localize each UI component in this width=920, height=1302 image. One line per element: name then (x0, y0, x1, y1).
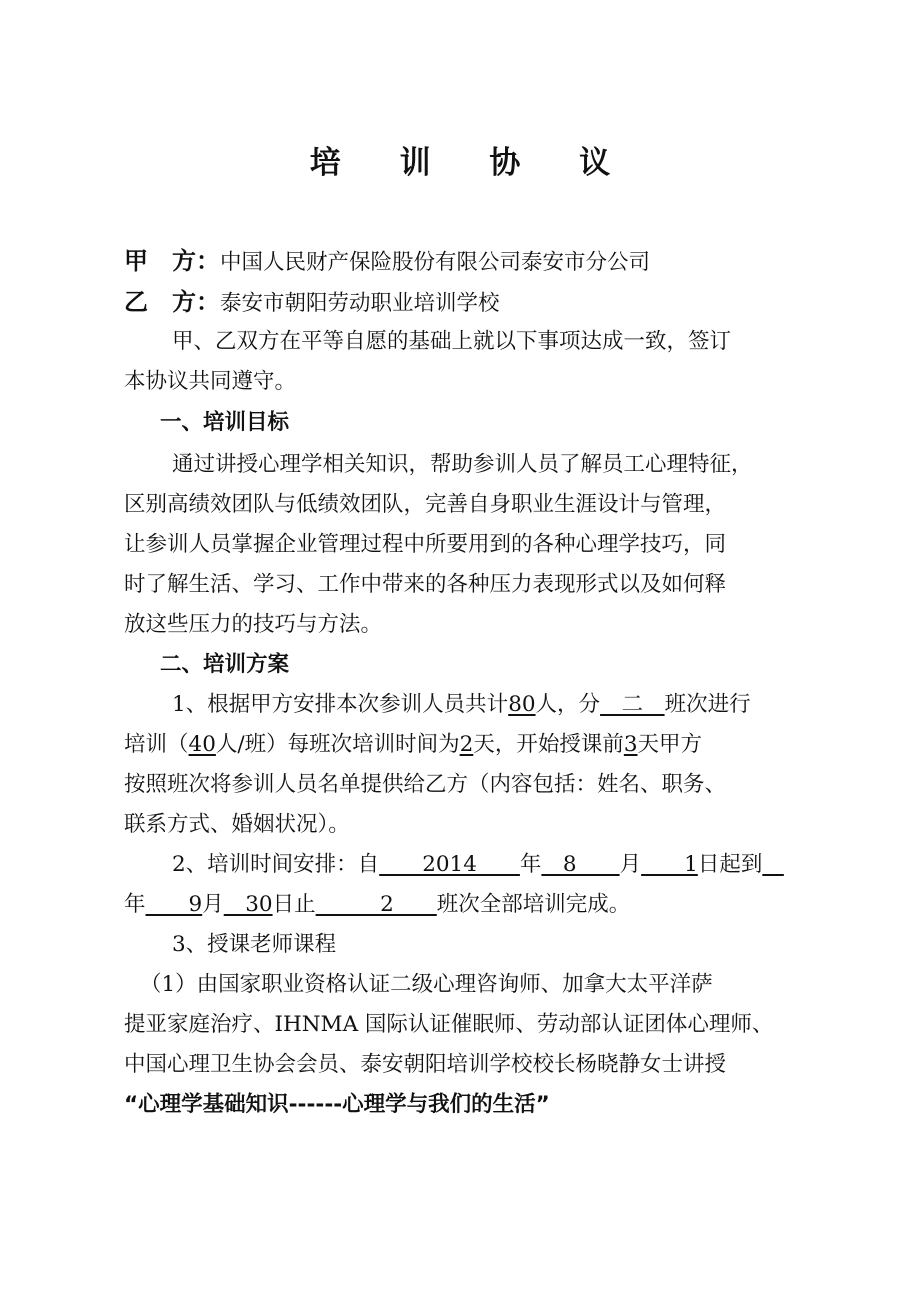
item2-text: 年 (124, 892, 146, 917)
section1-line-3: 让参训人员掌握企业管理过程中所要用到的各种心理学技巧，同 (124, 532, 727, 557)
item1-text: 人/班）每班次培训时间为 (215, 732, 460, 757)
per-class-count: 40 (188, 732, 216, 757)
party-b-label: 乙 方： (124, 288, 220, 316)
section1-line-2: 区别高绩效团队与低绩效团队，完善自身职业生涯设计与管理， (124, 492, 727, 517)
item1-text: 天，开始授课前 (473, 732, 624, 757)
end-day: 30 (223, 892, 273, 917)
item1-text: 班次进行 (664, 692, 751, 717)
item2-text: 班次全部培训完成。 (436, 892, 631, 917)
end-month: 9 (145, 892, 203, 917)
item3-heading: 3、授课老师课程 (172, 932, 337, 957)
total-classes: 2 (315, 892, 437, 917)
item2-text: 2、培训时间安排：自 (172, 852, 380, 877)
start-year: 2014 (379, 852, 520, 877)
start-month: 8 (541, 852, 620, 877)
item2-line-2 (124, 890, 824, 920)
item2-text: 日起到 (697, 852, 763, 877)
intro-line-1: 甲、乙双方在平等自愿的基础上就以下事项达成一致，签订 (172, 329, 732, 354)
document-title: 培 训 协 议 (309, 145, 635, 181)
item2-line-1 (172, 850, 872, 880)
item2-text: 日止 (272, 892, 316, 917)
item1-line-2 (124, 730, 824, 760)
item3-line-1: （1）由国家职业资格认证二级心理咨询师、加拿大太平洋萨 (140, 972, 713, 997)
item3-line-2: 提亚家庭治疗、IHNMA 国际认证催眠师、劳动部认证团体心理师、 (124, 1012, 774, 1037)
item1-line-1 (172, 690, 872, 720)
start-day: 1 (641, 852, 698, 877)
section1-line-4: 时了解生活、学习、工作中带来的各种压力表现形式以及如何释 (124, 572, 727, 597)
advance-days: 3 (623, 732, 638, 757)
end-year-blank (762, 852, 784, 877)
party-a-label: 甲 方： (124, 247, 220, 275)
party-b-value: 泰安市朝阳劳动职业培训学校 (220, 291, 500, 316)
days-per-class: 2 (459, 732, 474, 757)
party-a-line (124, 246, 824, 278)
item1-text: 1、根据甲方安排本次参训人员共计 (172, 692, 509, 717)
item1-line-4: 联系方式、婚姻状况）。 (124, 812, 350, 837)
item2-text: 月 (619, 852, 642, 877)
item2-text: 月 (202, 892, 224, 917)
item1-text: 培训（ (124, 732, 189, 757)
item3-line-3: 中国心理卫生协会会员、泰安朝阳培训学校校长杨晓静女士讲授 (124, 1052, 727, 1077)
class-count: 二 (600, 692, 665, 717)
course-title: “心理学基础知识------心理学与我们的生活” (124, 1092, 550, 1117)
party-a-value: 中国人民财产保险股份有限公司泰安市分公司 (220, 250, 651, 275)
section1-line-5: 放这些压力的技巧与方法。 (124, 612, 383, 637)
item2-text: 年 (519, 852, 542, 877)
intro-line-2: 本协议共同遵守。 (124, 369, 297, 394)
section1-line-1: 通过讲授心理学相关知识，帮助参训人员了解员工心理特征， (172, 452, 753, 477)
participant-count: 80 (508, 692, 536, 717)
section1-heading: 一、培训目标 (160, 410, 290, 435)
item1-text: 人，分 (535, 692, 601, 717)
section2-heading: 二、培训方案 (160, 652, 290, 677)
item1-line-3: 按照班次将参训人员名单提供给乙方（内容包括：姓名、职务、 (124, 772, 727, 797)
item1-text: 天甲方 (637, 732, 703, 757)
party-b-line (124, 287, 824, 319)
